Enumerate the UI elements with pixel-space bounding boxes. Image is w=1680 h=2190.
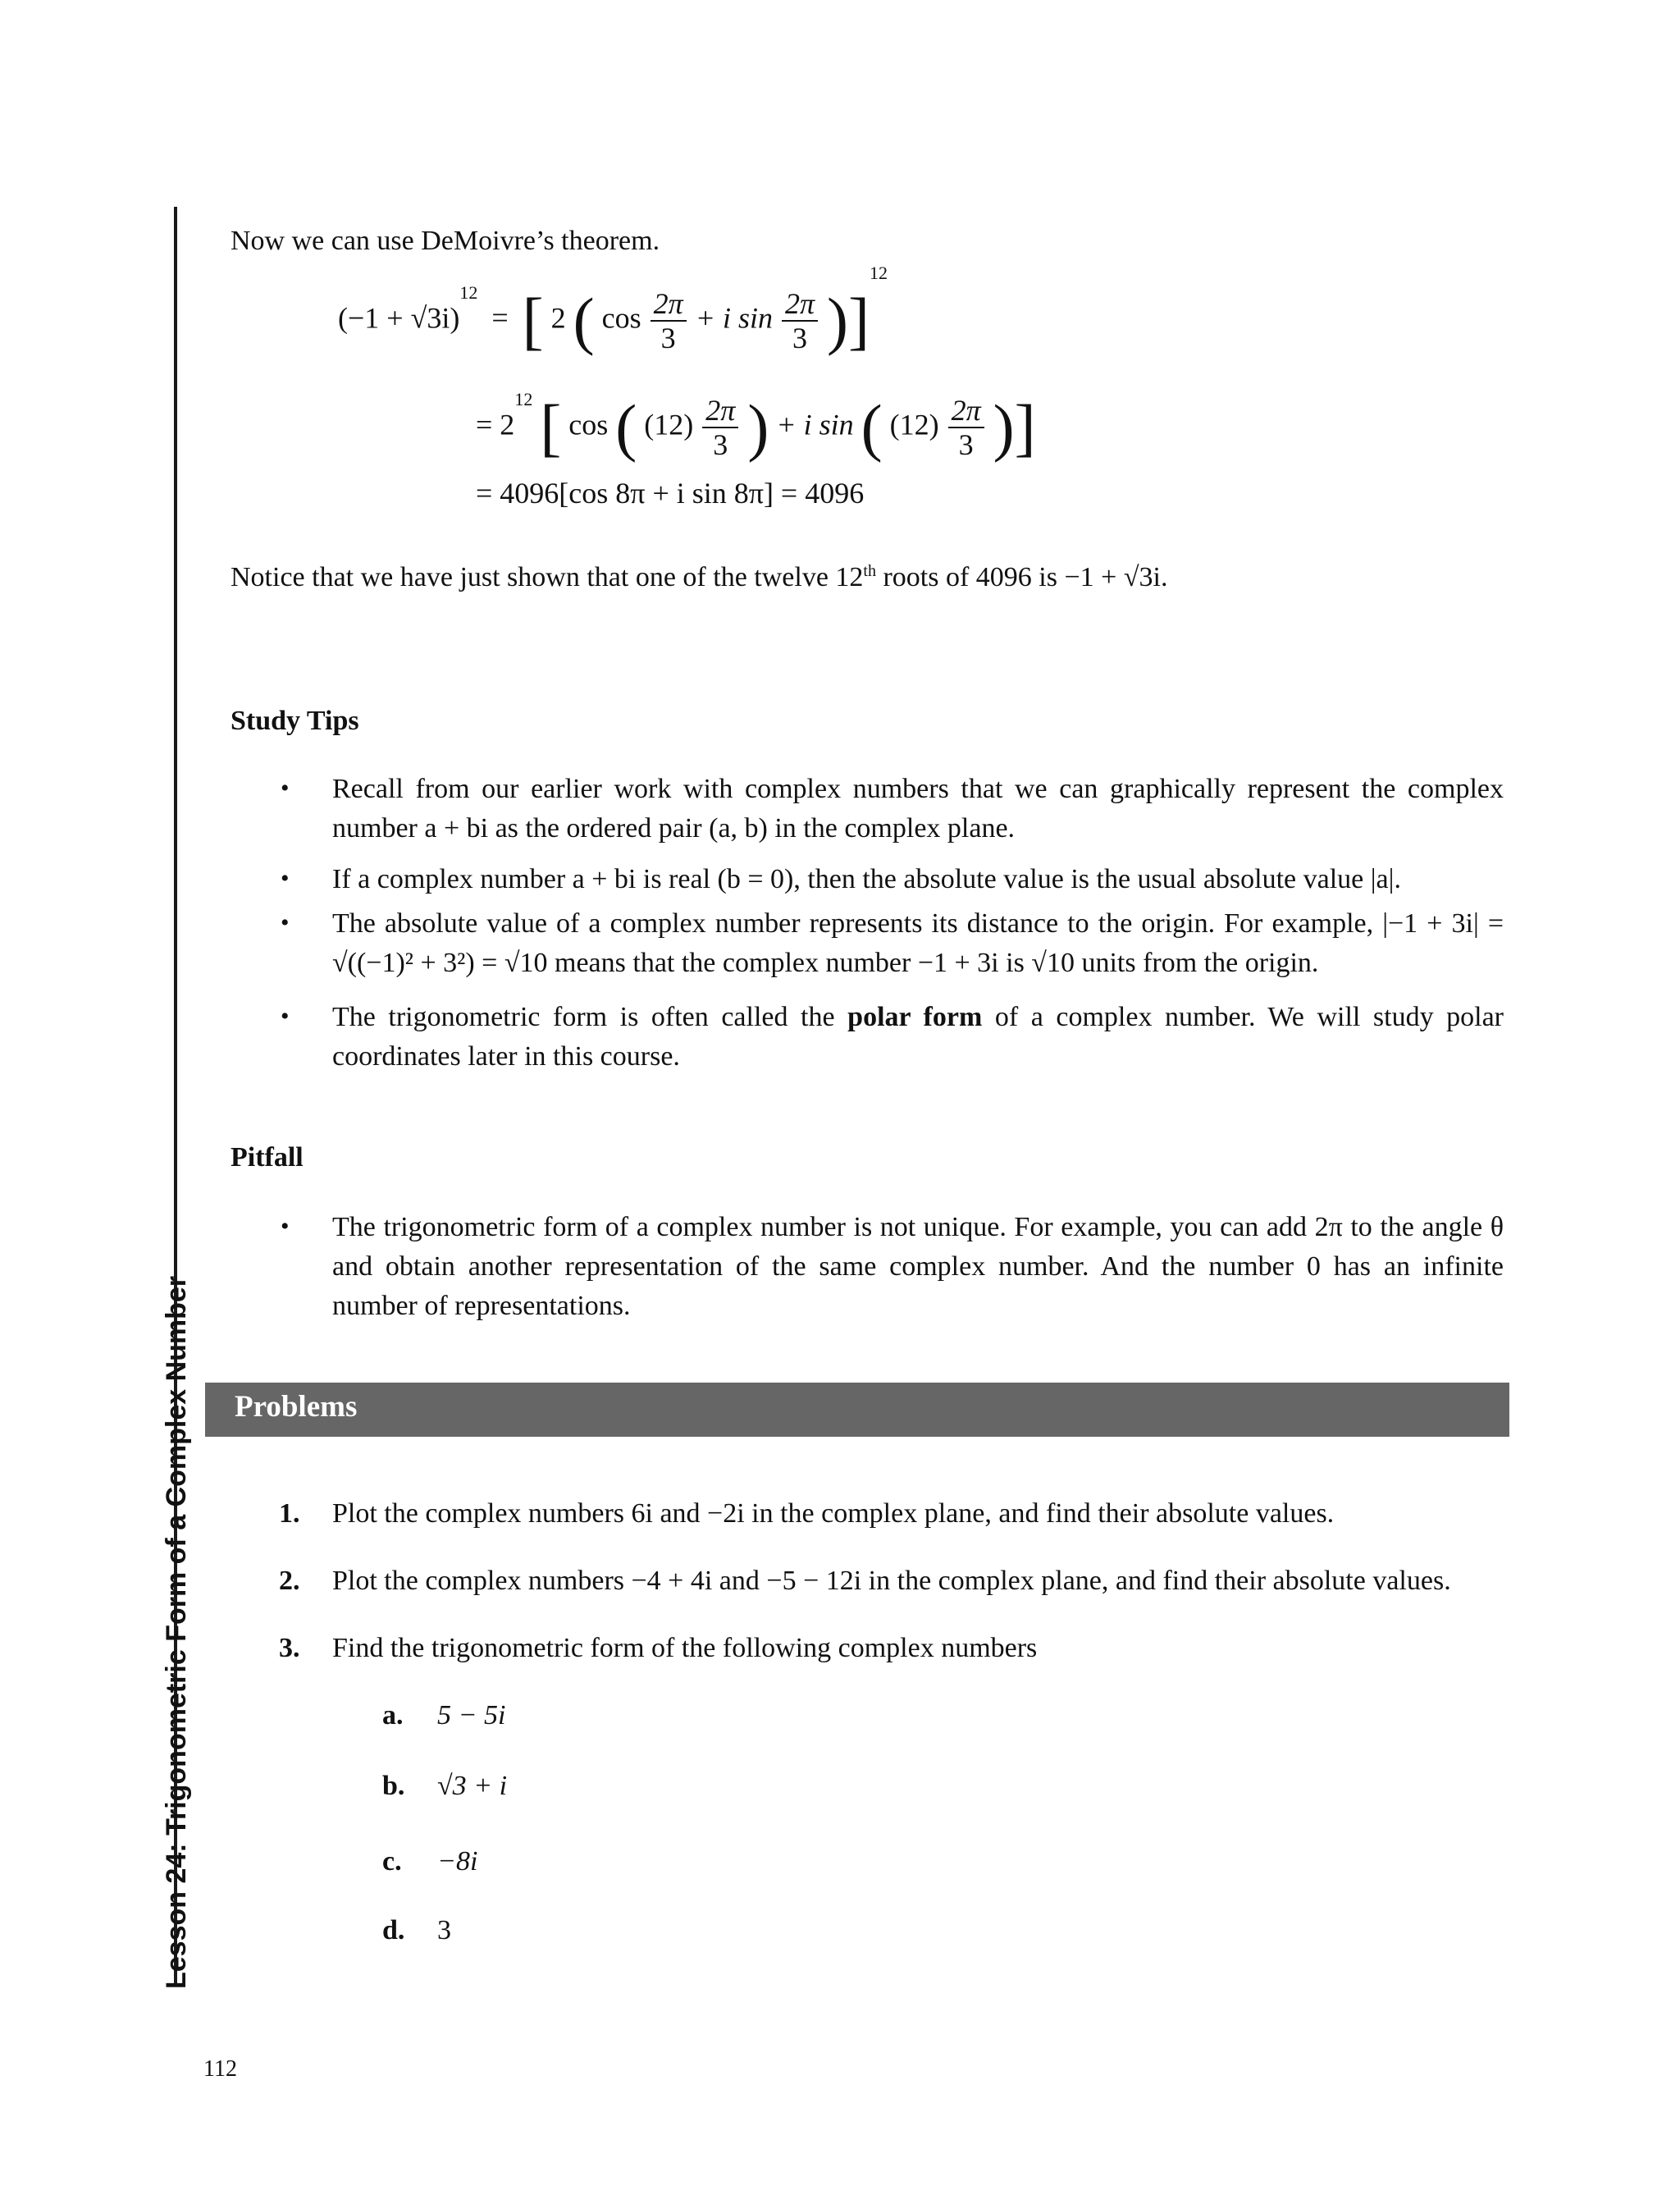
page-number: 112 <box>203 2056 237 2082</box>
pitfall-heading: Pitfall <box>231 1142 304 1173</box>
eq2-isin: + i sin <box>776 408 854 441</box>
side-lesson-title: Lesson 24: Trigonometric Form of a Complex Number <box>161 1275 192 1989</box>
equation-line-1 <box>338 263 888 356</box>
eq2-bracket-close: ] <box>1014 391 1036 463</box>
eq2-cos: cos <box>568 408 609 441</box>
eq2-exp: 12 <box>514 389 533 409</box>
eq1-equals: = <box>491 301 509 335</box>
sub-value-c: −8i <box>437 1846 478 1877</box>
notice-pre: Notice that we have just shown that one of the twelve 12 <box>231 562 864 592</box>
study-tip-3: The absolute value of a complex number represents its distance to the origin. For example, |−1 + 3i| = √((−1)² + 3²) = √10 means that the complex number −1 + 3i is √10 units from the origin. <box>332 908 1504 978</box>
eq1-frac-2: $\frac{2\pi}{3}$ <box>782 287 818 354</box>
eq2-paren-close-1: ) <box>747 391 769 463</box>
problems-heading: Problems <box>235 1390 358 1424</box>
eq2-paren-open-1: ( <box>615 391 637 463</box>
eq2-twelve-2: (12) <box>889 408 939 441</box>
notice-th: th <box>863 562 876 580</box>
notice-post: roots of 4096 is −1 + √3i. <box>875 562 1168 592</box>
problem-number-2: 2. <box>279 1566 300 1596</box>
sub-label-d: d. <box>382 1915 405 1945</box>
bullet-marker: • <box>281 865 290 892</box>
study-tip-1: Recall from our earlier work with complex numbers that we can graphically represent the complex number a + bi as the ordered pair (a, b) in the complex plane. <box>332 774 1504 844</box>
eq1-paren-close: ) <box>827 285 849 356</box>
eq1-exp: 12 <box>459 282 478 303</box>
bullet-marker: • <box>281 909 290 936</box>
eq1-bracket-close: ] <box>848 285 870 356</box>
eq2-paren-open-2: ( <box>861 391 883 463</box>
sub-label-b: b. <box>382 1771 405 1801</box>
notice-text <box>231 558 1167 597</box>
eq1-frac-1: $\frac{2\pi}{3}$ <box>651 287 687 354</box>
problems-heading-bar <box>205 1383 1509 1437</box>
problem-number-1: 1. <box>279 1498 300 1529</box>
eq2-frac-2: $\frac{2\pi}{3}$ <box>948 394 984 461</box>
eq2-paren-close-2: ) <box>993 391 1015 463</box>
eq1-paren-open: ( <box>573 285 595 356</box>
eq1-two: 2 <box>550 301 566 335</box>
eq1-outer-exp: 12 <box>870 263 888 283</box>
eq1-isin: + i sin <box>695 301 773 335</box>
study-tips-heading: Study Tips <box>231 706 359 736</box>
sub-value-b: √3 + i <box>437 1771 508 1801</box>
sub-label-a: a. <box>382 1700 404 1731</box>
bullet-marker: • <box>281 1213 290 1240</box>
bullet-marker: • <box>281 775 290 802</box>
study-tip-2: If a complex number a + bi is real (b = 0), then the absolute value is the usual absolute value |a|. <box>332 864 1401 894</box>
sub-value-a: 5 − 5i <box>437 1700 506 1731</box>
sub-label-c: c. <box>382 1846 402 1877</box>
sub-value-d: 3 <box>437 1915 451 1945</box>
equation-line-3: = 4096[cos 8π + i sin 8π] = 4096 <box>476 477 865 510</box>
eq2-frac-1: $\frac{2\pi}{3}$ <box>702 394 738 461</box>
problem-text-2: Plot the complex numbers −4 + 4i and −5 − 12i in the complex plane, and find their absolute values. <box>332 1566 1451 1596</box>
eq1-cos: cos <box>601 301 641 335</box>
eq1-lhs: (−1 + √3i) <box>338 301 460 335</box>
eq2-bracket-open: [ <box>540 391 562 463</box>
problem-text-1: Plot the complex numbers 6i and −2i in the complex plane, and find their absolute values. <box>332 1498 1335 1529</box>
eq2-twelve-1: (12) <box>644 408 694 441</box>
eq2-prefix: = 2 <box>476 408 515 441</box>
polar-form-term: polar form <box>847 1002 983 1032</box>
intro-text: Now we can use DeMoivre’s theorem. <box>231 226 660 256</box>
study-tip-4-text: The trigonometric form is often called the polar form of a complex number. We will study polar coordinates later in this course. <box>332 1002 1504 1072</box>
pitfall-item-1: The trigonometric form of a complex number is not unique. For example, you can add 2π to the angle θ and obtain another representation of the same complex number. And the number 0 has an infinite number of representations. <box>332 1212 1504 1321</box>
equation-line-2 <box>476 389 1036 463</box>
bullet-marker: • <box>281 1003 290 1030</box>
problem-number-3: 3. <box>279 1633 300 1663</box>
problem-text-3: Find the trigonometric form of the following complex numbers <box>332 1633 1038 1663</box>
study-tip-4 <box>332 998 1504 1077</box>
eq1-bracket-open: [ <box>522 285 544 356</box>
